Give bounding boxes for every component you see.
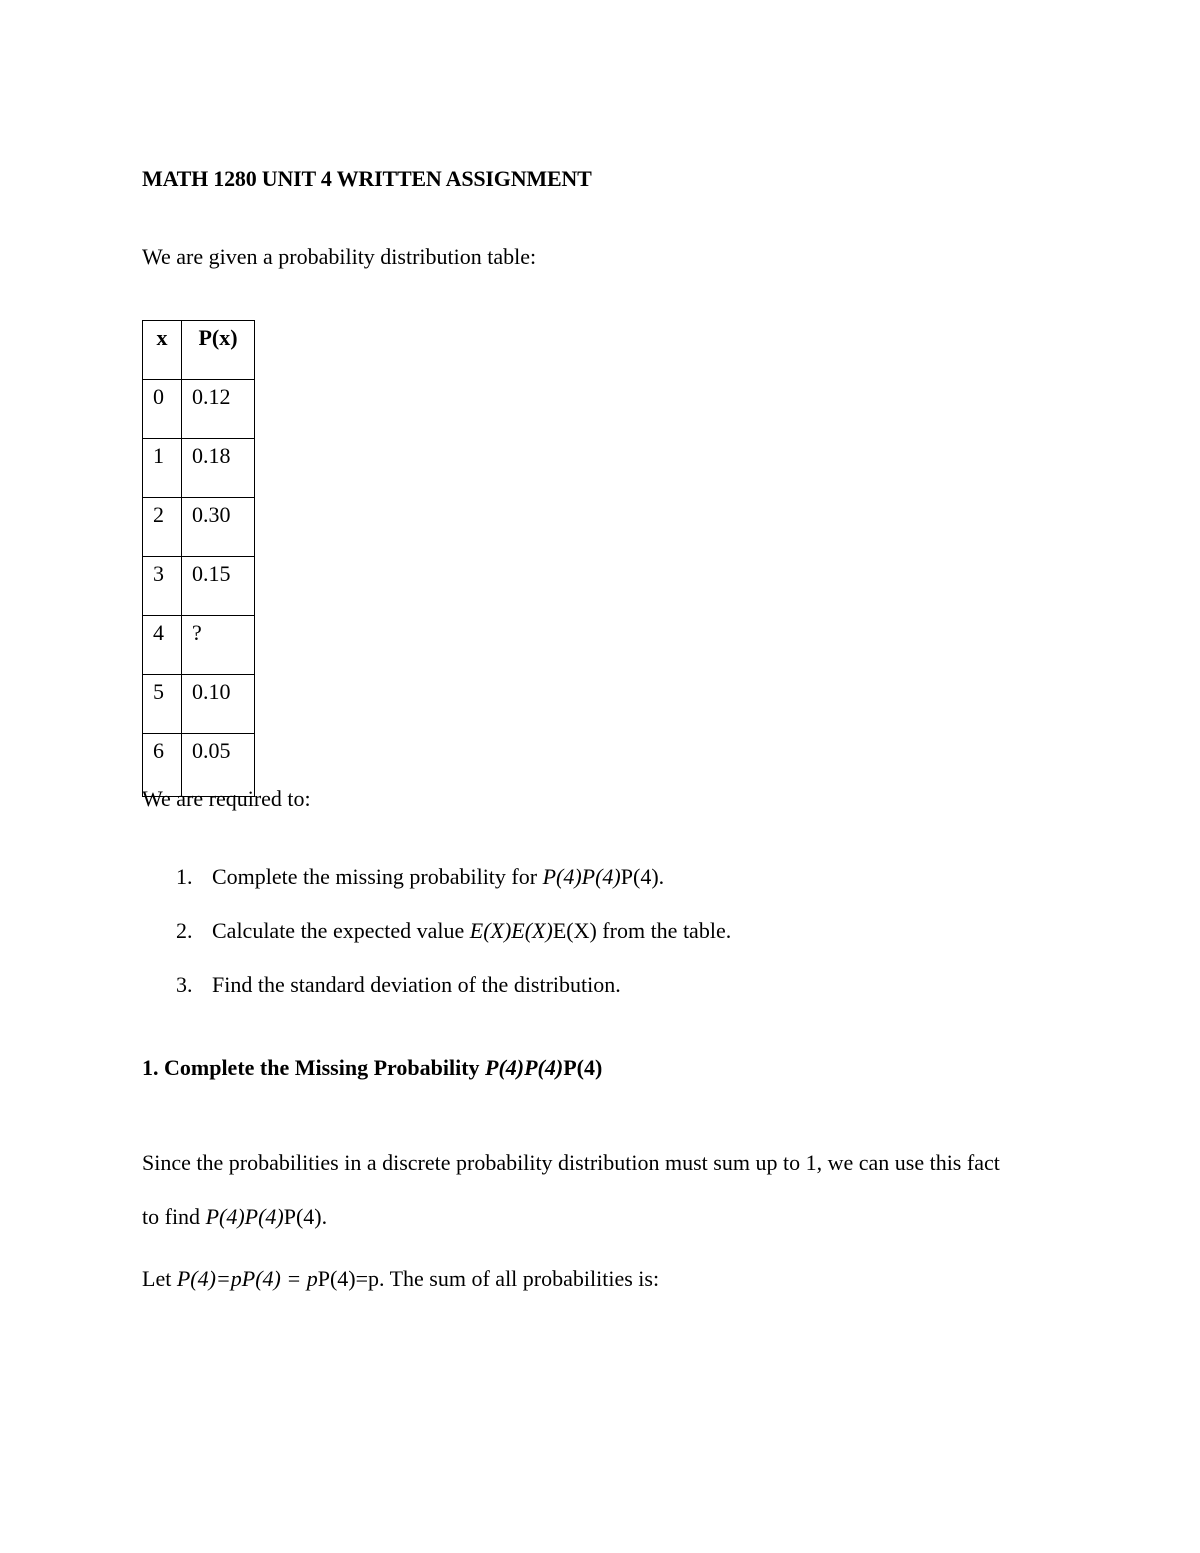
cell-x: 0	[143, 380, 182, 439]
cell-x: 6	[143, 734, 182, 797]
cell-px: 0.18	[182, 439, 255, 498]
list-item	[142, 918, 731, 972]
cell-px: 0.05	[182, 734, 255, 797]
cell-px: 0.30	[182, 498, 255, 557]
list-item	[142, 864, 731, 918]
section-heading-text: 1. Complete the Missing Probability	[142, 1055, 486, 1080]
list-number: 3.	[176, 972, 193, 997]
cell-px: 0.12	[182, 380, 255, 439]
header-px: P(x)	[182, 321, 255, 380]
header-x: x	[143, 321, 182, 380]
let-math: P(4)=pP(4) = p	[176, 1266, 318, 1291]
table-row	[143, 616, 255, 675]
task-math: P(4)P(4)	[542, 864, 621, 889]
explanation-paragraph	[142, 1136, 1072, 1244]
list-item	[142, 972, 731, 1026]
let-text-end: P(4)=p. The sum of all probabilities is:	[317, 1266, 660, 1291]
paragraph-line: Since the probabilities in a discrete probability distribution must sum up to 1, we can use this fact	[142, 1150, 1000, 1175]
table-row	[143, 675, 255, 734]
list-number: 1.	[176, 864, 193, 889]
cell-x: 5	[143, 675, 182, 734]
task-math: E(X)E(X)	[469, 918, 553, 943]
cell-x: 4	[143, 616, 182, 675]
section-heading	[142, 1055, 602, 1081]
task-text: Find the standard deviation of the distribution.	[212, 972, 621, 997]
intro-text: We are given a probability distribution table:	[142, 244, 537, 269]
task-list	[142, 864, 731, 1026]
let-statement	[142, 1266, 659, 1292]
probability-table	[142, 320, 255, 797]
cell-px: 0.15	[182, 557, 255, 616]
required-intro: We are required to:	[142, 786, 311, 811]
task-text: Complete the missing probability for	[212, 864, 543, 889]
table-row	[143, 380, 255, 439]
cell-x: 3	[143, 557, 182, 616]
paragraph-text-end: P(4).	[283, 1204, 328, 1229]
cell-x: 1	[143, 439, 182, 498]
table-header-row	[143, 321, 255, 380]
cell-px: ?	[182, 616, 255, 675]
section-heading-end: P(4)	[563, 1055, 603, 1080]
table-row	[143, 557, 255, 616]
paragraph-math: P(4)P(4)	[205, 1204, 284, 1229]
task-text-end: E(X) from the table.	[552, 918, 732, 943]
table-row	[143, 498, 255, 557]
paragraph-line	[142, 1190, 1072, 1244]
task-text-end: P(4).	[620, 864, 665, 889]
let-text: Let	[142, 1266, 177, 1291]
document-title: MATH 1280 UNIT 4 WRITTEN ASSIGNMENT	[142, 166, 592, 191]
paragraph-text: to find	[142, 1204, 206, 1229]
section-heading-math: P(4)P(4)	[485, 1055, 564, 1080]
cell-px: 0.10	[182, 675, 255, 734]
cell-x: 2	[143, 498, 182, 557]
list-number: 2.	[176, 918, 193, 943]
table-row	[143, 439, 255, 498]
task-text: Calculate the expected value	[212, 918, 470, 943]
